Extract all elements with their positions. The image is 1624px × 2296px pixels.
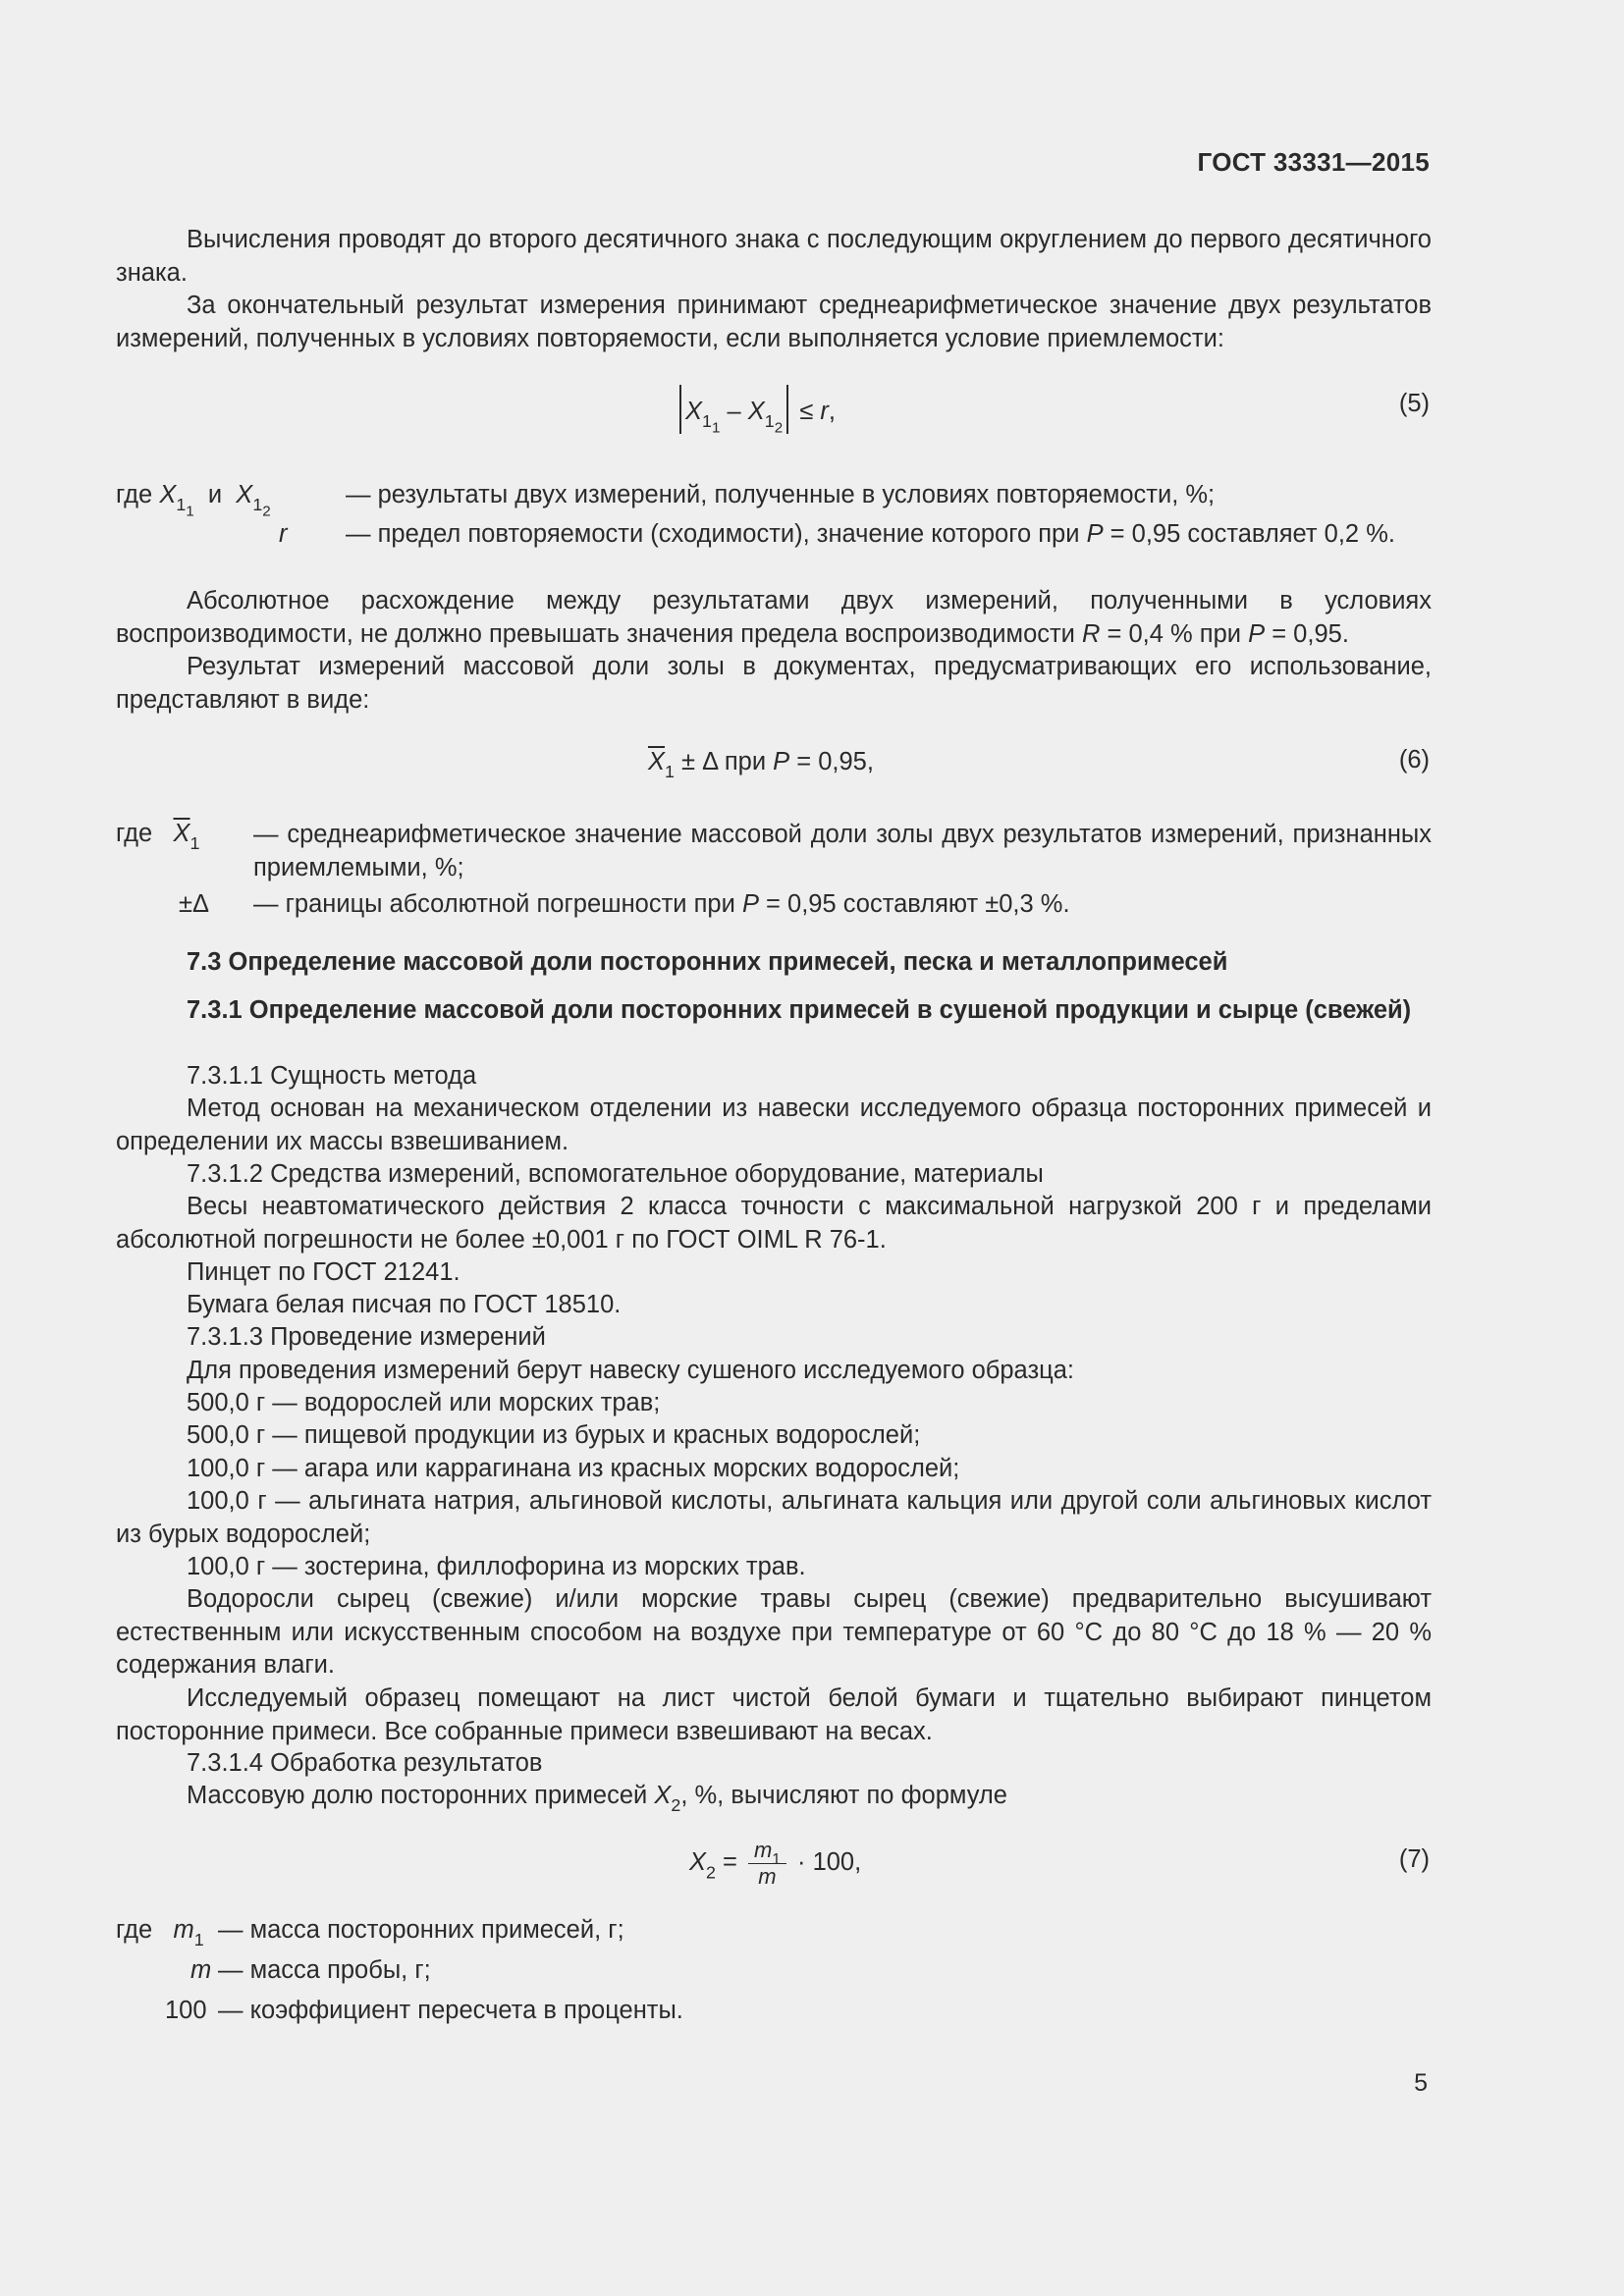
standard-header: ГОСТ 33331—2015 [1197,147,1430,177]
where7-desc-2: — масса пробы, г; [218,1956,431,1984]
subsection-7-3-1-3: 7.3.1.3 Проведение измерений [187,1323,546,1351]
equation-6-number: (6) [1398,746,1430,774]
paragraph-drying: Водоросли сырец (свежие) и/или морские травы сырец (свежие) предварительно высушивают естественным или искусственным способом на воздухе при температуре от 60 °С до 80 °С до 18 % — 20 % содержания влаги. [116,1585,1432,1679]
list-item: 100,0 г — альгината натрия, альгиновой кислоты, альгината кальция или другой соли альгиновых кислот из бурых водорослей; [116,1487,1432,1548]
where6-pm: ±Δ [179,890,210,918]
page-number: 5 [1414,2069,1428,2097]
paragraph-selection: Исследуемый образец помещают на лист чистой белой бумаги и тщательно выбирают пинцетом посторонние примеси. Все собранные примеси взвешивают на весах. [116,1684,1432,1745]
paragraph-scales: Весы неавтоматического действия 2 класса точности с максимальной нагрузкой 200 г и пределами абсолютной погрешности не более ±0,001 г по ГОСТ OIML R 76-1. [116,1193,1432,1254]
paragraph-tweezers: Пинцет по ГОСТ 21241. [187,1258,460,1286]
where6-desc-1: — среднеарифметическое значение массовой доли золы двух результатов измерений, признанных приемлемыми, %; [253,821,1432,881]
paragraph-final-result: За окончательный результат измерения принимают среднеарифметическое значение двух результатов измерений, полученных в условиях повторяемости, если выполняется условие приемлемости: [116,292,1432,352]
subsection-7-3-1-4: 7.3.1.4 Обработка результатов [187,1749,543,1777]
paragraph-reproducibility: Абсолютное расхождение между результатами двух измерений, полученными в условиях воспроизводимости, не должно превышать значения предела воспроизводимости R = 0,4 % при P = 0,95. [116,587,1432,648]
section-7-3-1-heading: 7.3.1 Определение массовой доли посторонних примесей в сушеной продукции и сырце (свежей) [187,996,1412,1024]
where7-coef: 100 [165,1997,207,2024]
where7-desc-1: — масса посторонних примесей, г; [218,1916,624,1944]
paragraph-result-form: Результат измерений массовой доли золы в документах, предусматривающих его использование, представляют в виде: [116,653,1432,714]
paragraph-rounding: Вычисления проводят до второго десятичного знака с последующим округлением до первого десятичного знака. [116,226,1432,287]
list-item: 100,0 г — зостерина, филлофорина из морских трав. [187,1553,806,1580]
where-label-7: где $m_1$ [116,1916,204,1950]
where-label-6: где $\overline{X}_1$ [116,820,200,854]
paragraph-sample-intro: Для проведения измерений берут навеску сушеного исследуемого образца: [187,1357,1075,1384]
subsection-7-3-1-2: 7.3.1.2 Средства измерений, вспомогательное оборудование, материалы [187,1160,1044,1188]
paragraph-formula-intro: Массовую долю посторонних примесей $X_2$, %, вычисляют по формуле [187,1782,1007,1816]
list-item: 100,0 г — агара или каррагинана из красных морских водорослей; [187,1455,960,1482]
equation-5: $X_{1_1} - X_{1_2} \le r$, [676,385,836,434]
equation-6: $\overline{X}_1 \pm \Delta$ при P = 0,95, [648,748,874,782]
list-item: 500,0 г — пищевой продукции из бурых и красных водорослей; [187,1421,921,1449]
where5-desc-2: — предел повторяемости (сходимости), значение которого при P = 0,95 составляет 0,2 %. [346,520,1395,548]
list-item: 500,0 г — водорослей или морских трав; [187,1389,661,1416]
section-7-3-heading: 7.3 Определение массовой доли посторонних примесей, песка и металлопримесей [187,948,1228,976]
equation-7: $X_2$ = $\frac{m_1}{m}$ · 100, [689,1838,862,1889]
where5-r: r [279,520,288,548]
where7-desc-3: — коэффициент пересчета в проценты. [218,1997,683,2024]
paragraph-method: Метод основан на механическом отделении из навески исследуемого образца посторонних примесей и определении их массы взвешиванием. [116,1095,1432,1155]
where-label-5: где $X_{1_1}$ и $X_{1_2}$ [116,481,271,520]
subsection-7-3-1-1: 7.3.1.1 Сущность метода [187,1062,477,1090]
equation-7-number: (7) [1398,1845,1430,1873]
paragraph-paper: Бумага белая писчая по ГОСТ 18510. [187,1291,622,1318]
where6-desc-2: — границы абсолютной погрешности при P = 0,95 составляют ±0,3 %. [253,890,1070,918]
where7-m: m [190,1956,212,1984]
where5-desc-1: — результаты двух измерений, полученные в условиях повторяемости, %; [346,481,1216,508]
equation-5-number: (5) [1398,390,1430,417]
